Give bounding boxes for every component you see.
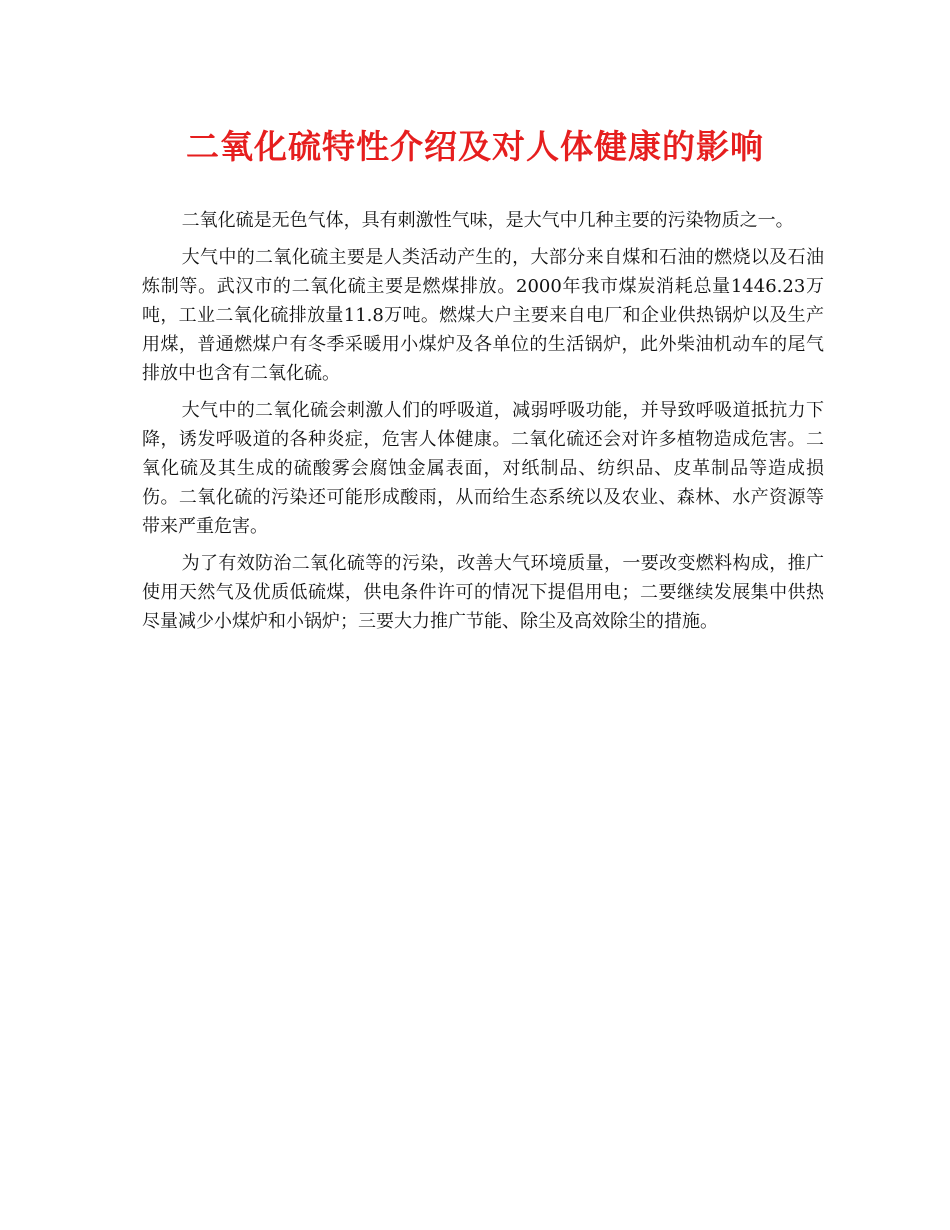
document-body	[142, 206, 824, 644]
paragraph-measures: 为了有效防治二氧化硫等的污染，改善大气环境质量，一要改变燃料构成，推广使用天然气及优质低硫煤，供电条件许可的情况下提倡用电；二要继续发展集中供热尽量减少小煤炉和小锅炉；三要大力推广节能、除尘及高效除尘的措施。	[142, 553, 824, 632]
paragraph-intro: 二氧化硫是无色气体，具有刺激性气味，是大气中几种主要的污染物质之一。	[181, 210, 794, 231]
document-title: 二氧化硫特性介绍及对人体健康的影响	[186, 127, 764, 166]
paragraph-harm: 大气中的二氧化硫会刺激人们的呼吸道，减弱呼吸功能，并导致呼吸道抵抗力下降，诱发呼吸道的各种炎症，危害人体健康。二氧化硫还会对许多植物造成危害。二氧化硫及其生成的硫酸雾会腐蚀金属表面，对纸制品、纺织品、皮革制品等造成损伤。二氧化硫的污染还可能形成酸雨，从而给生态系统以及农业、森林、水产资源等带来严重危害。	[142, 400, 824, 537]
paragraph-sources: 大气中的二氧化硫主要是人类活动产生的，大部分来自煤和石油的燃烧以及石油炼制等。武汉市的二氧化硫主要是燃煤排放。2000年我市煤炭消耗总量1446.23万吨，工业二氧化硫排放量11.8万吨。燃煤大户主要来自电厂和企业供热锅炉以及生产用煤，普通燃煤户有冬季采暖用小煤炉及各单位的生活锅炉，此外柴油机动车的尾气排放中也含有二氧化硫。	[142, 247, 824, 384]
